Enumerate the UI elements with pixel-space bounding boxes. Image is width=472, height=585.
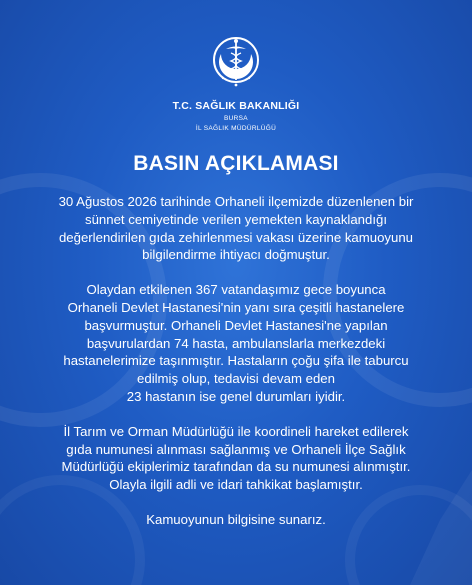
- text-line: başvurmuştur. Orhaneli Devlet Hastanesi'ne yapılan: [84, 317, 388, 333]
- text-line: hastanelerimize taşınmıştır. Hastaların çoğu şifa ile taburcu: [63, 353, 409, 369]
- text-line: değerlendirilen gıda zehirlenmesi vakası üzerine kamuoyunu: [58, 229, 414, 245]
- text-line: Orhaneli Devlet Hastanesi'nin yanı sıra çeşitli hastanelere: [67, 299, 405, 315]
- organization-unit: İL SAĞLIK MÜDÜRLÜĞÜ: [195, 125, 277, 132]
- closing-statement: Kamuoyunun bilgisine sunarız.: [146, 511, 326, 527]
- text-line: 23 hastanın ise genel durumları iyidir.: [126, 388, 346, 404]
- text-line: 30 Ağustos 2026 tarihinde Orhaneli ilçemizde düzenlenen bir: [58, 194, 414, 209]
- text-line: Olaydan etkilenen 367 vatandaşımız gece boyunca: [86, 282, 386, 298]
- text-line: edilmiş olup, tedavisi devam eden: [137, 371, 335, 387]
- paragraph-investigation: [20, 423, 452, 494]
- paragraph-patients: [20, 281, 452, 406]
- paragraph-intro: [20, 193, 452, 264]
- text-line: sünnet cemiyetinde verilen yemekten kaynaklandığı: [84, 211, 388, 227]
- text-line: bilgilendirme ihtiyacı doğmuştur.: [142, 247, 330, 263]
- text-line: Müdürlüğü ekiplerimiz tarafından da su numunesi alınmıştır.: [61, 459, 411, 475]
- organization-name: T.C. SAĞLIK BAKANLIĞI: [172, 100, 300, 112]
- text-line: İl Tarım ve Orman Müdürlüğü ile koordineli hareket edilerek: [63, 423, 409, 439]
- text-line: başvurulardan 74 hasta, ambulanslarla merkezdeki: [86, 335, 386, 351]
- text-line: gıda numunesi alınması sağlanmış ve Orhaneli İlçe Sağlık: [66, 441, 406, 457]
- press-release-body: [20, 193, 452, 546]
- header: [0, 34, 472, 132]
- text-line: Olayla ilgili adli ve idari tahkikat başlamıştır.: [109, 477, 363, 493]
- document-title: BASIN AÇIKLAMASI: [133, 152, 339, 175]
- organization-city: BURSA: [224, 115, 248, 122]
- caduceus-crescent-logo-icon: [210, 34, 262, 90]
